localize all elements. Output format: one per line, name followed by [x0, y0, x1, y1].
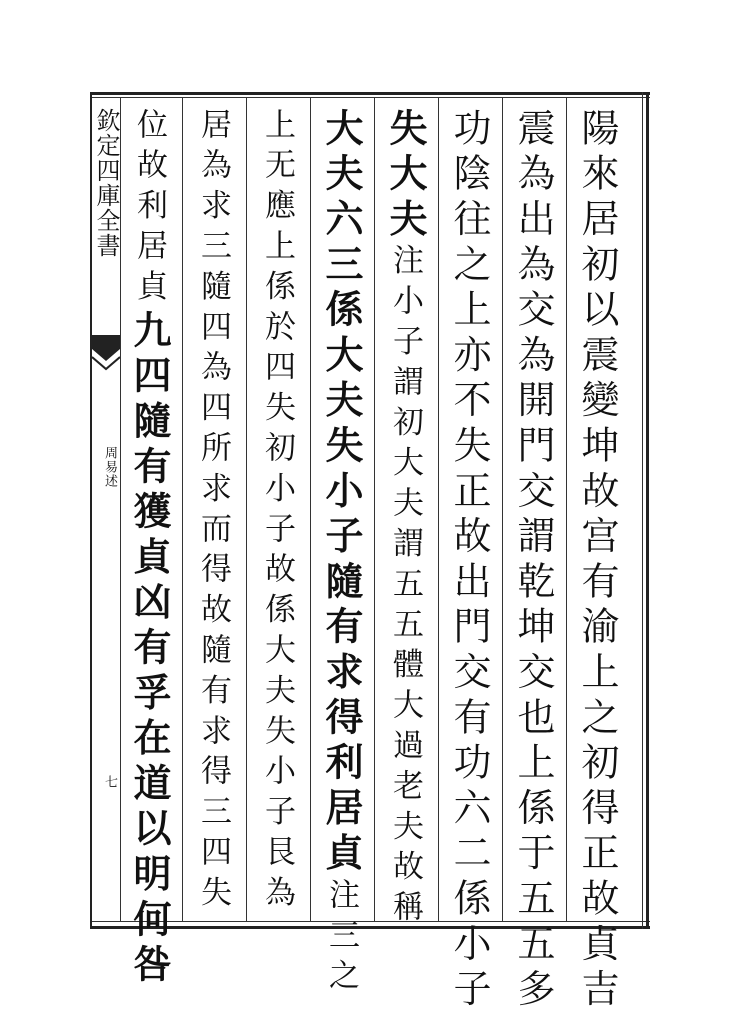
text-column-5 [320, 108, 362, 999]
text-column-3 [448, 108, 490, 1014]
commentary-segment: 注三之 [323, 878, 359, 1000]
text-column-6 [256, 108, 298, 916]
commentary-segment: 上无應上係於四失初小子故係大夫失小子艮為 [259, 108, 295, 916]
page-number: 七 [102, 775, 117, 788]
fish-tail-ornament-icon [92, 335, 120, 375]
frame-right-border [646, 92, 649, 929]
text-column-7 [192, 108, 234, 916]
section-title: 周易述 [102, 446, 117, 488]
margin-column-rule [120, 98, 121, 921]
column-rule [502, 98, 503, 921]
column-rule [182, 98, 183, 921]
text-segment: 陽來居初以震變坤故宫有渝上之初得正故貞吉 [575, 108, 619, 1014]
commentary-segment: 位故利居貞 [131, 108, 167, 310]
text-column-2 [512, 108, 554, 1014]
text-segment: 震為出為交為開門交謂乾坤交也上係于五五多 [511, 108, 555, 1014]
text-column-1 [576, 108, 618, 1014]
commentary-segment: 注小子謂初大夫謂五五體大過老夫故稱 [387, 243, 423, 931]
column-rule [374, 98, 375, 921]
frame-bottom-inner-border [90, 921, 650, 922]
text-segment: 功陰往之上亦不失正故出門交有功六二係小子 [447, 108, 491, 1014]
text-segment: 失大夫 [383, 108, 428, 244]
text-segment: 大夫六三係大夫失小子隨有求得利居貞 [319, 108, 364, 879]
commentary-segment: 居為求三隨四為四所求而得故隨有求得三四失 [195, 108, 231, 916]
text-segment: 九四隨有獲貞凶有孚在道以明何咎 [127, 310, 172, 990]
frame-top-border [90, 92, 650, 95]
book-title: 欽定四庫全書 [92, 108, 120, 258]
column-rule [566, 98, 567, 921]
frame-bottom-border [90, 926, 650, 929]
text-column-8 [128, 108, 170, 990]
column-rule [310, 98, 311, 921]
column-rule [438, 98, 439, 921]
frame-right-inner-border [642, 92, 643, 929]
text-column-4 [384, 108, 426, 931]
column-rule [246, 98, 247, 921]
